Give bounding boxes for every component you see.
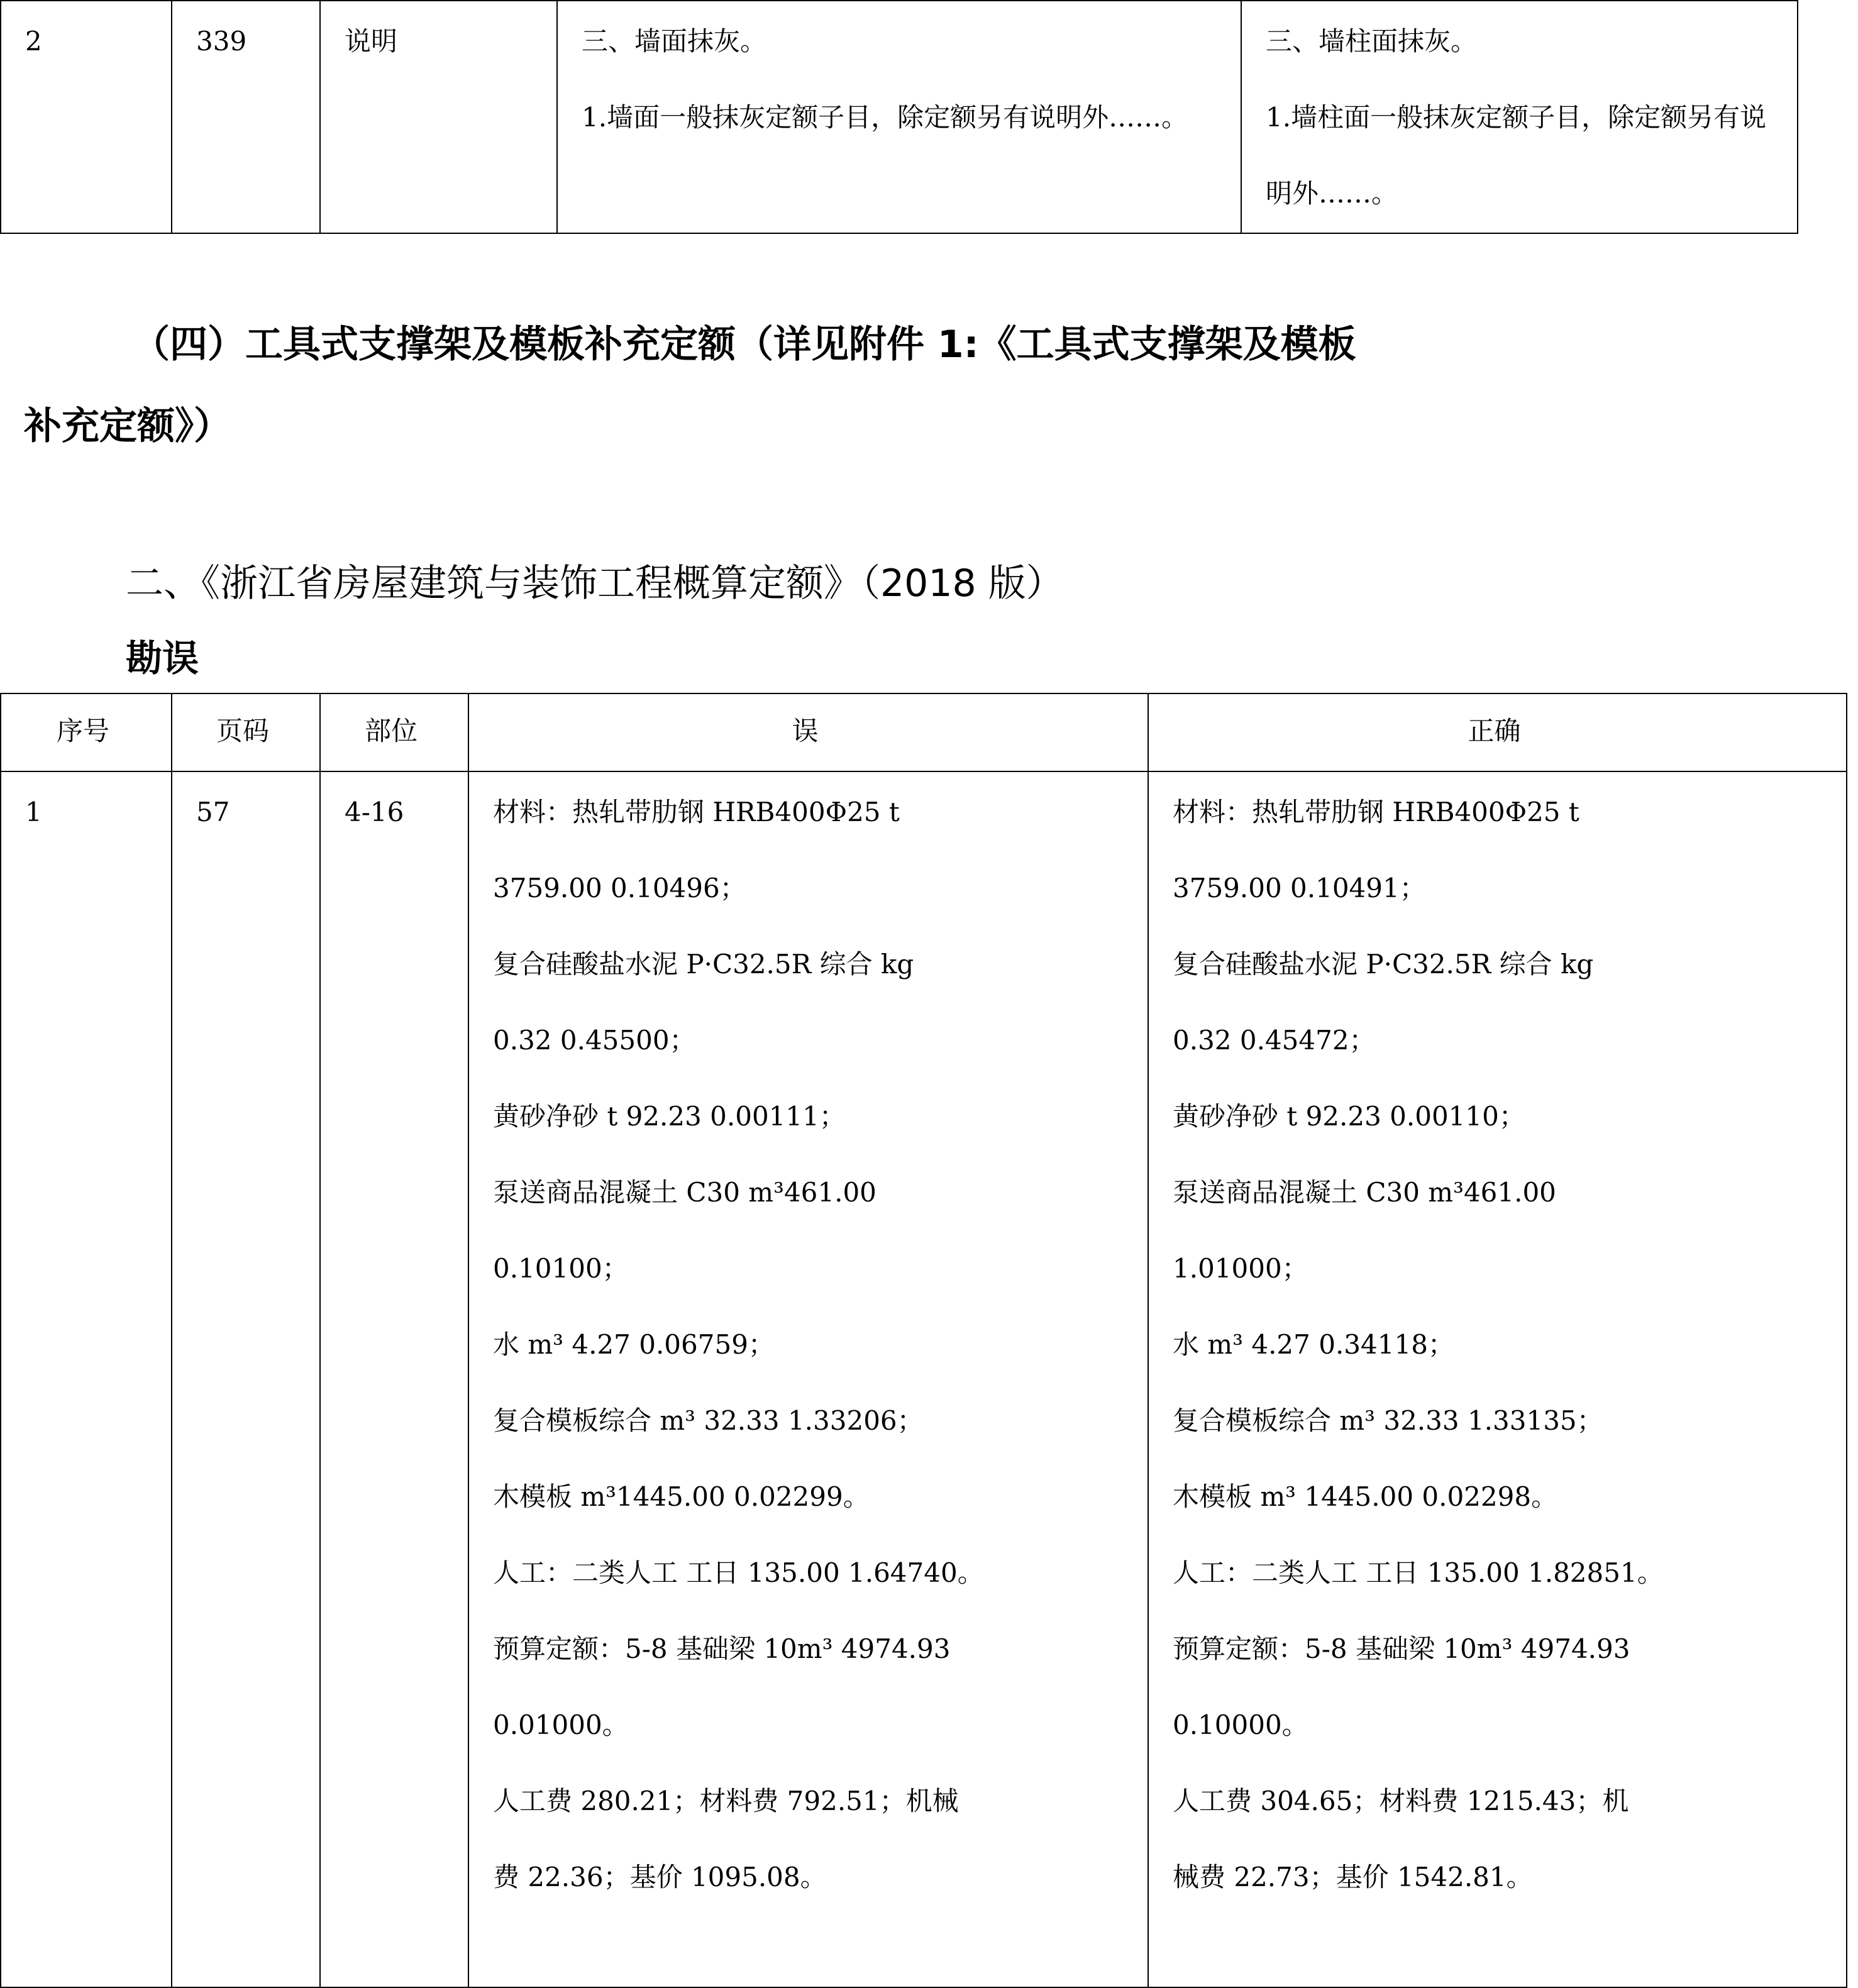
wrong-cell: 三、墙面抹灰。 1.墙面一般抹灰定额子目，除定额另有说明外……。 <box>557 1 1241 233</box>
correct-cell: 三、墙柱面抹灰。 1.墙柱面一般抹灰定额子目，除定额另有说明外……。 <box>1241 1 1798 233</box>
section-subtitle: 勘误 <box>126 637 199 680</box>
row-number-cell: 1 <box>1 771 172 1987</box>
top-errata-table <box>0 0 1798 234</box>
header-cell-page: 页码 <box>172 693 320 771</box>
section-title: 二、《浙江省房屋建筑与装饰工程概算定额》（2018 版） <box>126 561 1064 605</box>
page-cell: 339 <box>172 1 320 233</box>
header-cell-location: 部位 <box>320 693 468 771</box>
errata-table <box>0 693 1847 1988</box>
page-cell: 57 <box>172 771 320 1987</box>
row-number-cell: 2 <box>1 1 172 233</box>
wrong-cell: 材料：热轧带肋钢 HRB400Φ25 t 3759.00 0.10496； 复合硅酸盐水泥 P·C32.5R 综合 kg 0.32 0.45500； 黄砂净砂 t 92.23 0.00111； 泵送商品混凝土 C30 m³461.00 0.10100； 水 m³ 4.27 0.06759； 复合模板综合 m³ 32.33 1.33206； 木模板 m³1445.00 0.02299。 人工：二类人工 工日 135.00 1.64740。 预算定额：5-8 基础梁 10m³ 4974.93 0.01000。 人工费 280.21；材料费 792.51；机械 费 22.36；基价 1095.08。 <box>468 771 1148 1987</box>
header-cell-correct: 正确 <box>1148 693 1847 771</box>
header-cell-wrong: 误 <box>468 693 1148 771</box>
supplement-heading-line1: （四）工具式支撑架及模板补充定额（详见附件 1:《工具式支撑架及模板 <box>132 323 1356 367</box>
table-row <box>1 1 1798 233</box>
table-row <box>1 771 1847 1987</box>
header-cell-no: 序号 <box>1 693 172 771</box>
location-cell: 4-16 <box>320 771 468 1987</box>
supplement-heading-line2: 补充定额》） <box>24 404 231 448</box>
table-header-row <box>1 693 1847 771</box>
location-cell: 说明 <box>320 1 557 233</box>
correct-cell: 材料：热轧带肋钢 HRB400Φ25 t 3759.00 0.10491； 复合硅酸盐水泥 P·C32.5R 综合 kg 0.32 0.45472； 黄砂净砂 t 92.23 0.00110； 泵送商品混凝土 C30 m³461.00 1.01000； 水 m³ 4.27 0.34118； 复合模板综合 m³ 32.33 1.33135； 木模板 m³ 1445.00 0.02298。 人工：二类人工 工日 135.00 1.82851。 预算定额：5-8 基础梁 10m³ 4974.93 0.10000。 人工费 304.65；材料费 1215.43；机 械费 22.73；基价 1542.81。 <box>1148 771 1847 1987</box>
